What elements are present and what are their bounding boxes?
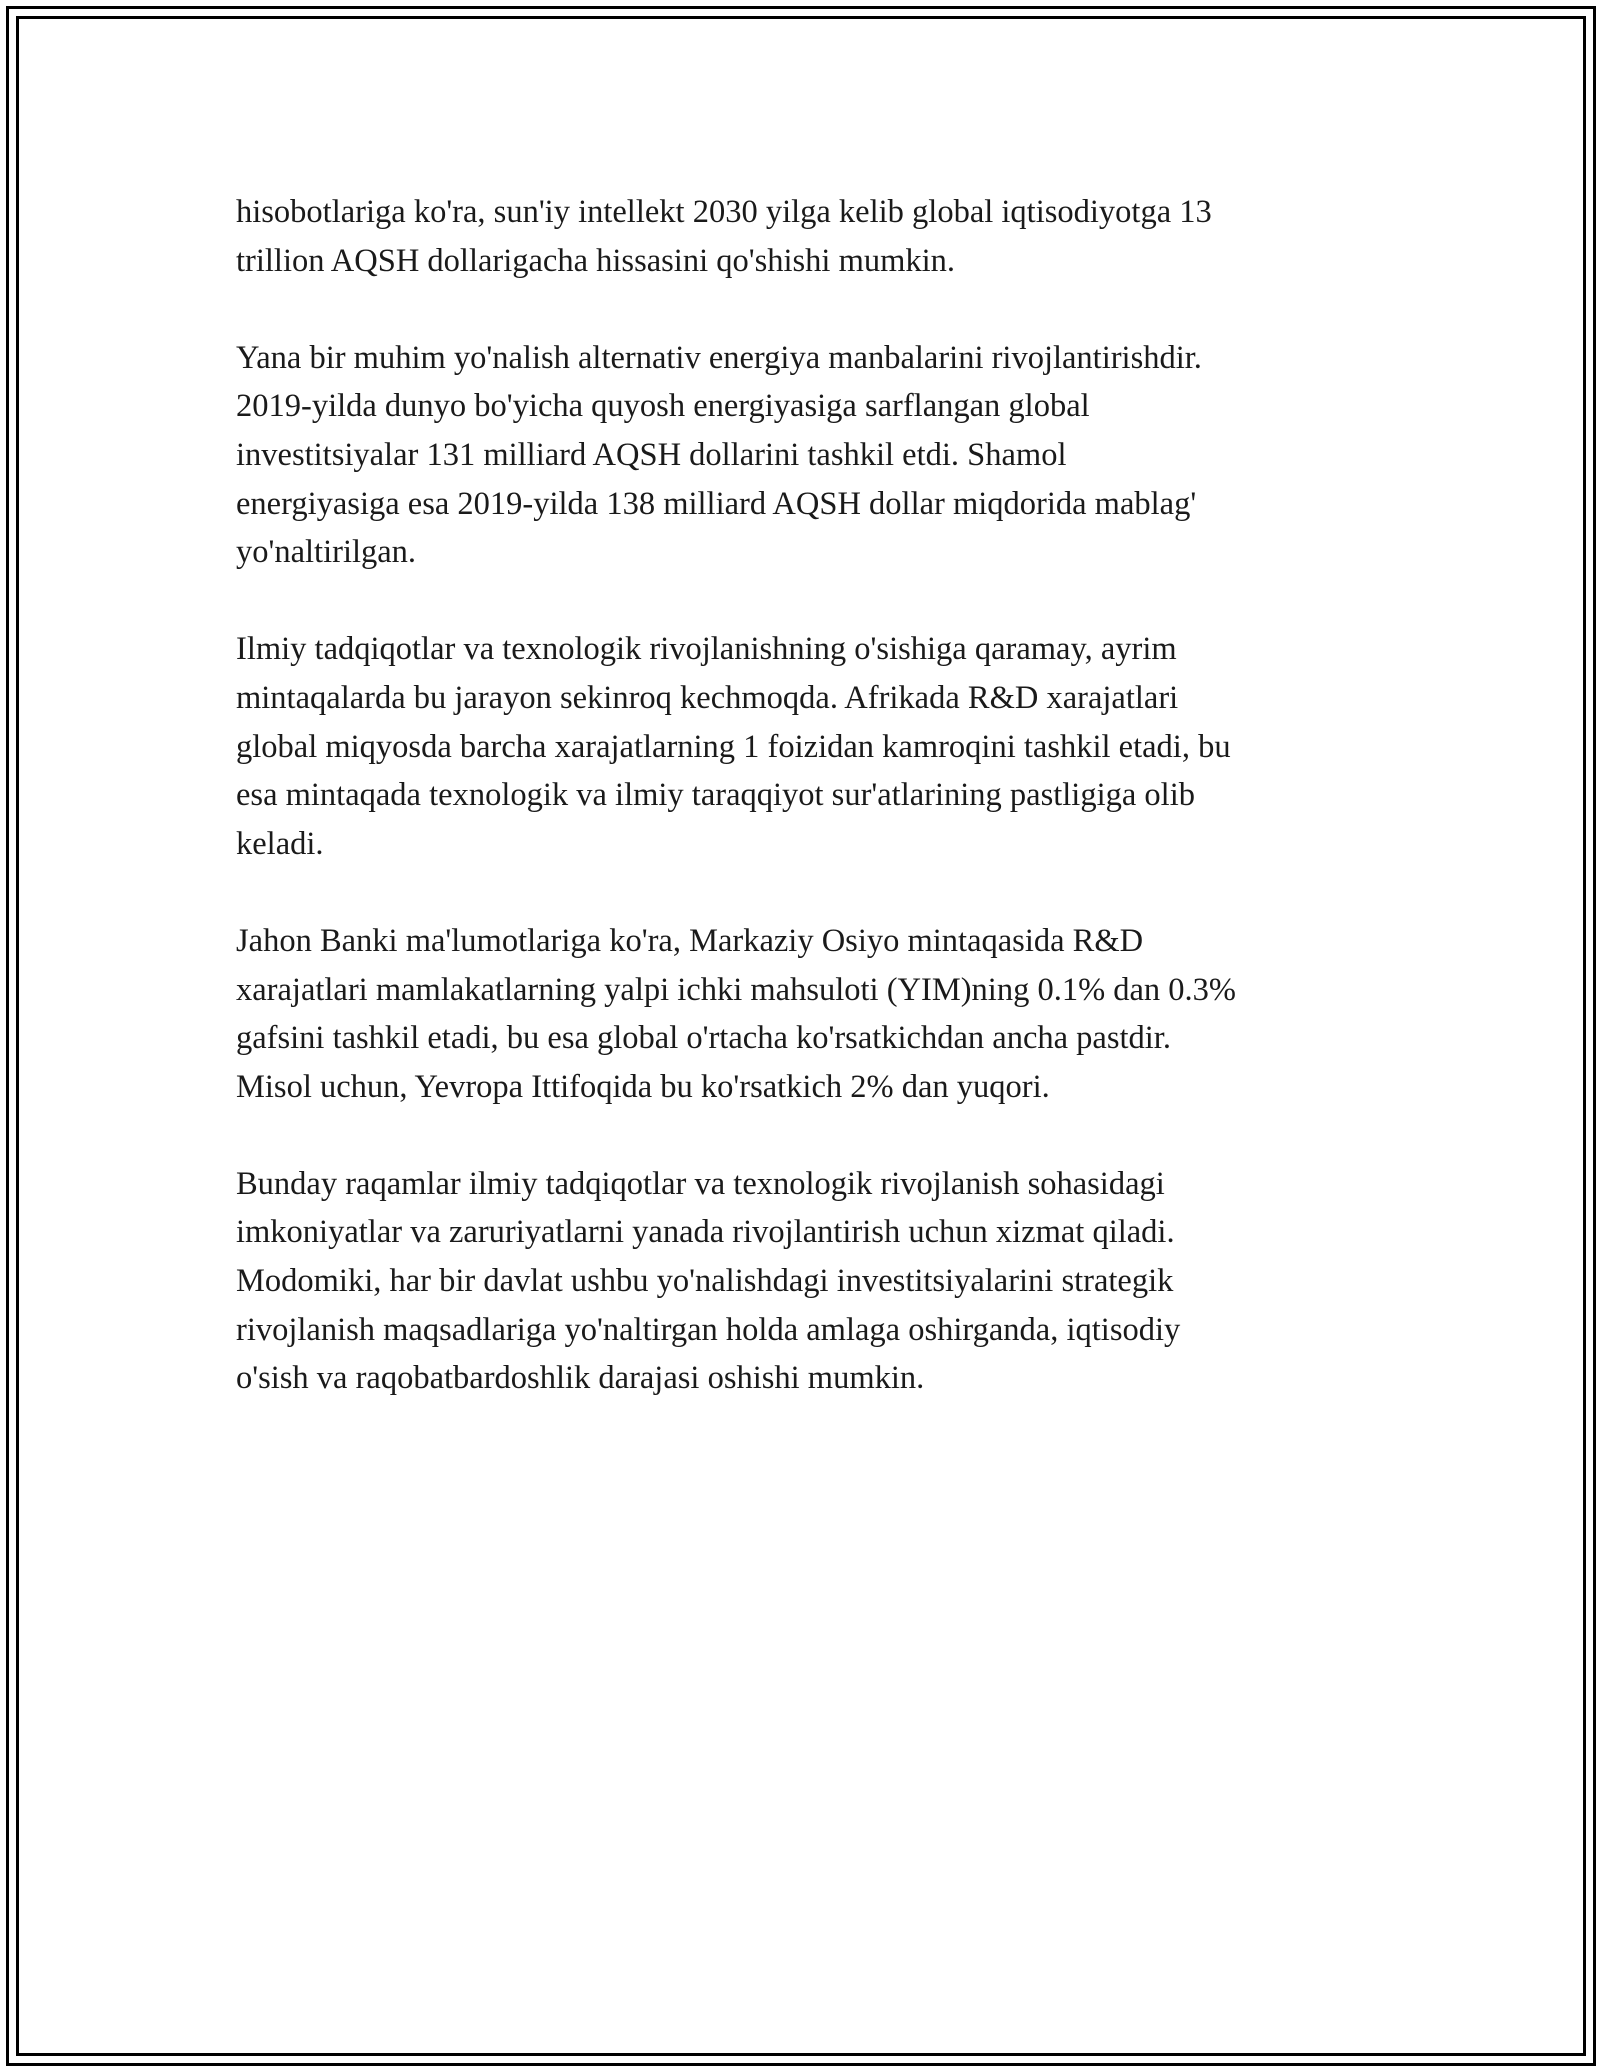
text-line: hisobotlariga ko'ra, sun'iy intellekt 2030 yilga kelib global iqtisodiyotga 13 <box>236 194 1212 230</box>
text-line: Bunday raqamlar ilmiy tadqiqotlar va texnologik rivojlanish sohasidagi <box>236 1165 1165 1202</box>
text-line: Modomiki, har bir davlat ushbu yo'nalishdagi investitsiyalarini strategik <box>236 1263 1174 1300</box>
text-line: energiyasiga esa 2019-yilda 138 milliard AQSH dollar miqdorida mablag' <box>236 485 1197 522</box>
paragraph-alternative-energy <box>236 334 1386 577</box>
text-line: o'sish va raqobatbardoshlik darajasi oshishi mumkin. <box>236 1360 925 1397</box>
text-line: Ilmiy tadqiqotlar va texnologik rivojlanishning o'sishiga qaramay, ayrim <box>236 631 1177 668</box>
text-line: Misol uchun, Yevropa Ittifoqida bu ko'rsatkich 2% dan yuqori. <box>236 1068 1050 1105</box>
text-line: global miqyosda barcha xarajatlarning 1 foizidan kamroqini tashkil etadi, bu <box>236 728 1231 765</box>
text-line: xarajatlari mamlakatlarning yalpi ichki mahsuloti (YIM)ning 0.1% dan 0.3% <box>236 971 1237 1008</box>
text-line: mintaqalarda bu jarayon sekinroq kechmoqda. Afrikada R&D xarajatlari <box>236 679 1179 716</box>
text-line: trillion AQSH dollarigacha hissasini qo'shishi mumkin. <box>236 242 956 279</box>
text-line: imkoniyatlar va zaruriyatlarni yanada rivojlantirish uchun xizmat qiladi. <box>236 1214 1175 1251</box>
text-line: rivojlanish maqsadlariga yo'naltirgan holda amlaga oshirganda, iqtisodiy <box>236 1311 1181 1348</box>
paragraph-regional-rd <box>236 625 1386 868</box>
paragraph-ai-economy <box>236 188 1386 285</box>
text-line: Jahon Banki ma'lumotlariga ko'ra, Markaziy Osiyo mintaqasida R&D <box>236 922 1144 959</box>
text-line: keladi. <box>236 825 324 862</box>
paragraph-central-asia <box>236 917 1386 1111</box>
paragraph-conclusion <box>236 1160 1386 1403</box>
text-line: yo'naltirilgan. <box>236 534 417 571</box>
document-body <box>236 188 1386 1451</box>
text-line: Yana bir muhim yo'nalish alternativ energiya manbalarini rivojlantirishdir. <box>236 339 1202 376</box>
text-line: investitsiyalar 131 milliard AQSH dollarini tashkil etdi. Shamol <box>236 436 1067 473</box>
text-line: 2019-yilda dunyo bo'yicha quyosh energiyasiga sarflangan global <box>236 388 1090 425</box>
text-line: gafsini tashkil etadi, bu esa global o'rtacha ko'rsatkichdan ancha pastdir. <box>236 1020 1171 1057</box>
text-line: esa mintaqada texnologik va ilmiy taraqqiyot sur'atlarining pastligiga olib <box>236 777 1195 814</box>
